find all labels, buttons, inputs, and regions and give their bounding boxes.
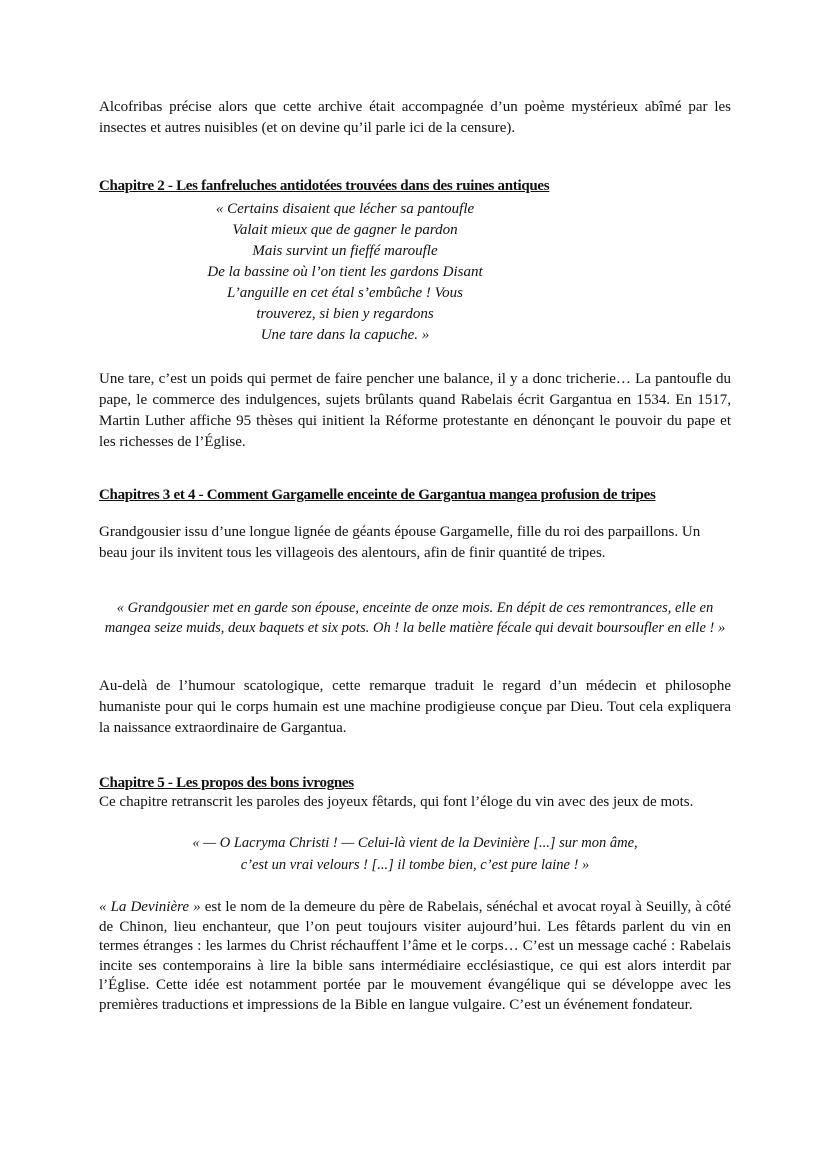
poem-line: Une tare dans la capuche. » xyxy=(260,327,430,343)
chapter-3-4-quote: « Grandgousier met en garde son épouse, enceinte de onze mois. En dépit de ces remontrances, elle en mangea seize muids, deux baquets et six pots. Oh ! la belle matière fécale qui devait boursoufler en elle ! » xyxy=(104,600,726,636)
chapter-3-4-summary: Grandgousier issu d’une longue lignée de géants épouse Gargamelle, fille du roi des parpaillons. Un beau jour ils invitent tous les villageois des alentours, afin de finir quantité de tripes. xyxy=(99,524,701,561)
poem-line: L’anguille en cet étal s’embûche ! Vous xyxy=(226,285,464,301)
chapter-2-poem xyxy=(145,199,545,346)
commentary-lead: « La Devinière » xyxy=(99,899,201,915)
commentary-text: est le nom de la demeure du père de Rabelais, sénéchal et avocat royal à Seuilly, à côté de Chinon, lieu enchanteur, que l’on peut toujours visiter aujourd’hui. Les fêtards parlent du vin en termes étranges : les larmes du Christ réchauffent l’âme et le corps… C’est un message caché : Rabelais incite ses contemporains à lire la bible sans intermédiaire ecclésiastique, ce qui est alors interdit par l’Église. Cette idée est notamment portée par le mouvement évangélique qui se développe avec les premières traductions et impressions de la Bible en langue vulgaire. C’est un événement fondateur. xyxy=(99,899,731,1013)
poem-line: De la bassine où l’on tient les gardons Disant xyxy=(207,264,483,280)
poem-line: « Certains disaient que lécher sa pantoufle xyxy=(215,201,475,217)
poem-line: Valait mieux que de gagner le pardon xyxy=(232,222,458,238)
chapter-3-4-heading: Chapitres 3 et 4 - Comment Gargamelle enceinte de Gargantua mangea profusion de tripes xyxy=(99,487,656,503)
quote-line: c’est un vrai velours ! [...] il tombe bien, c’est pure laine ! » xyxy=(240,857,590,873)
poem-line: Mais survint un fieffé maroufle xyxy=(252,243,438,259)
chapter-5-quote xyxy=(99,832,731,876)
chapter-5-heading: Chapitre 5 - Les propos des bons ivrognes xyxy=(99,775,354,791)
intro-paragraph: Alcofribas précise alors que cette archive était accompagnée d’un poème mystérieux abîmé par les insectes et autres nuisibles (et on devine qu’il parle ici de la censure). xyxy=(99,99,731,136)
chapter-2-heading: Chapitre 2 - Les fanfreluches antidotées trouvées dans des ruines antiques xyxy=(99,178,550,194)
chapter-3-4-commentary: Au-delà de l’humour scatologique, cette remarque traduit le regard d’un médecin et philosophe humaniste pour qui le corps humain est une machine prodigieuse conçue par Dieu. Tout cela expliquera la naissance extraordinaire de Gargantua. xyxy=(99,678,731,736)
chapter-5-summary: Ce chapitre retranscrit les paroles des joyeux fêtards, qui font l’éloge du vin avec des jeux de mots. xyxy=(99,794,694,810)
quote-line: « — O Lacryma Christi ! — Celui-là vient de la Devinière [...] sur mon âme, xyxy=(192,835,638,851)
chapter-2-commentary: Une tare, c’est un poids qui permet de faire pencher une balance, il y a donc tricherie… La pantoufle du pape, le commerce des indulgences, sujets brûlants quand Rabelais écrit Gargantua en 1534. En 1517, Martin Luther affiche 95 thèses qui initient la Réforme protestante en dénonçant le pouvoir du pape et les richesses de l’Église. xyxy=(99,371,731,450)
chapter-5-commentary xyxy=(99,898,731,1016)
poem-line: trouverez, si bien y regardons xyxy=(256,306,434,322)
